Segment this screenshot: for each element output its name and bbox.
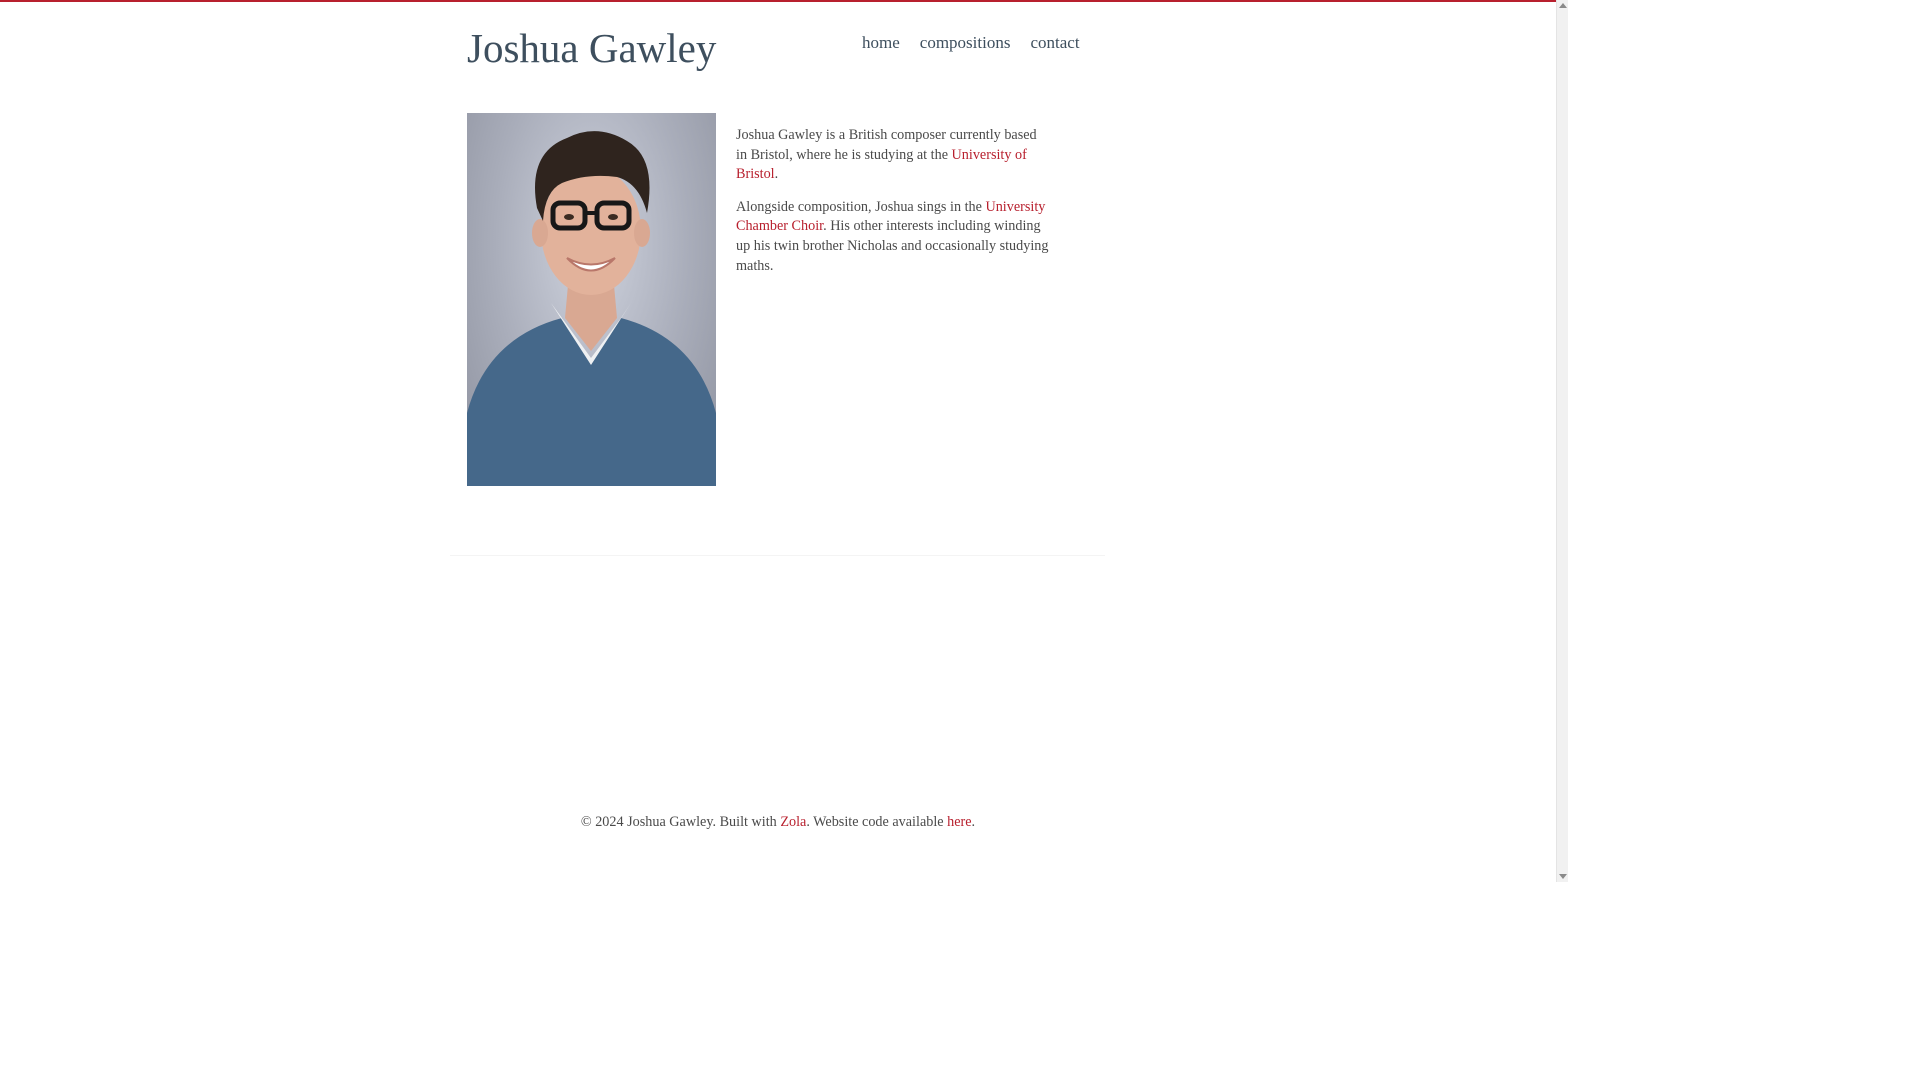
- portrait-illustration: [467, 113, 716, 486]
- website-code-link[interactable]: here: [947, 814, 972, 830]
- scroll-down-arrow-icon[interactable]: [1559, 874, 1567, 879]
- top-accent-border: [0, 0, 1556, 2]
- nav-link-contact[interactable]: contact: [1030, 33, 1080, 52]
- main-nav: [862, 33, 1080, 53]
- site-title[interactable]: Joshua Gawley: [467, 25, 717, 71]
- vertical-scrollbar[interactable]: [1556, 0, 1568, 882]
- university-chamber-choir-link[interactable]: University Chamber Choir: [736, 198, 1046, 235]
- scroll-up-arrow-icon[interactable]: [1559, 3, 1567, 8]
- nav-link-home[interactable]: home: [862, 33, 900, 52]
- bio-paragraph-1: Joshua Gawley is a British composer currently based in Bristol, where he is studying at the University of Bristol.: [736, 127, 1037, 183]
- portrait-photo: [467, 113, 716, 486]
- bio-paragraph-2: Alongside composition, Joshua sings in the University Chamber Choir. His other interests including winding up his twin brother Nicholas and occasionally studying maths.: [736, 198, 1049, 274]
- university-of-bristol-link[interactable]: University of Bristol: [736, 146, 1027, 183]
- bio-section: [736, 126, 1051, 289]
- footer: © 2024 Joshua Gawley. Built with Zola. Website code available here.: [580, 814, 976, 830]
- content-divider: [450, 555, 1105, 556]
- nav-link-compositions[interactable]: compositions: [919, 33, 1011, 52]
- zola-link[interactable]: Zola: [780, 814, 807, 830]
